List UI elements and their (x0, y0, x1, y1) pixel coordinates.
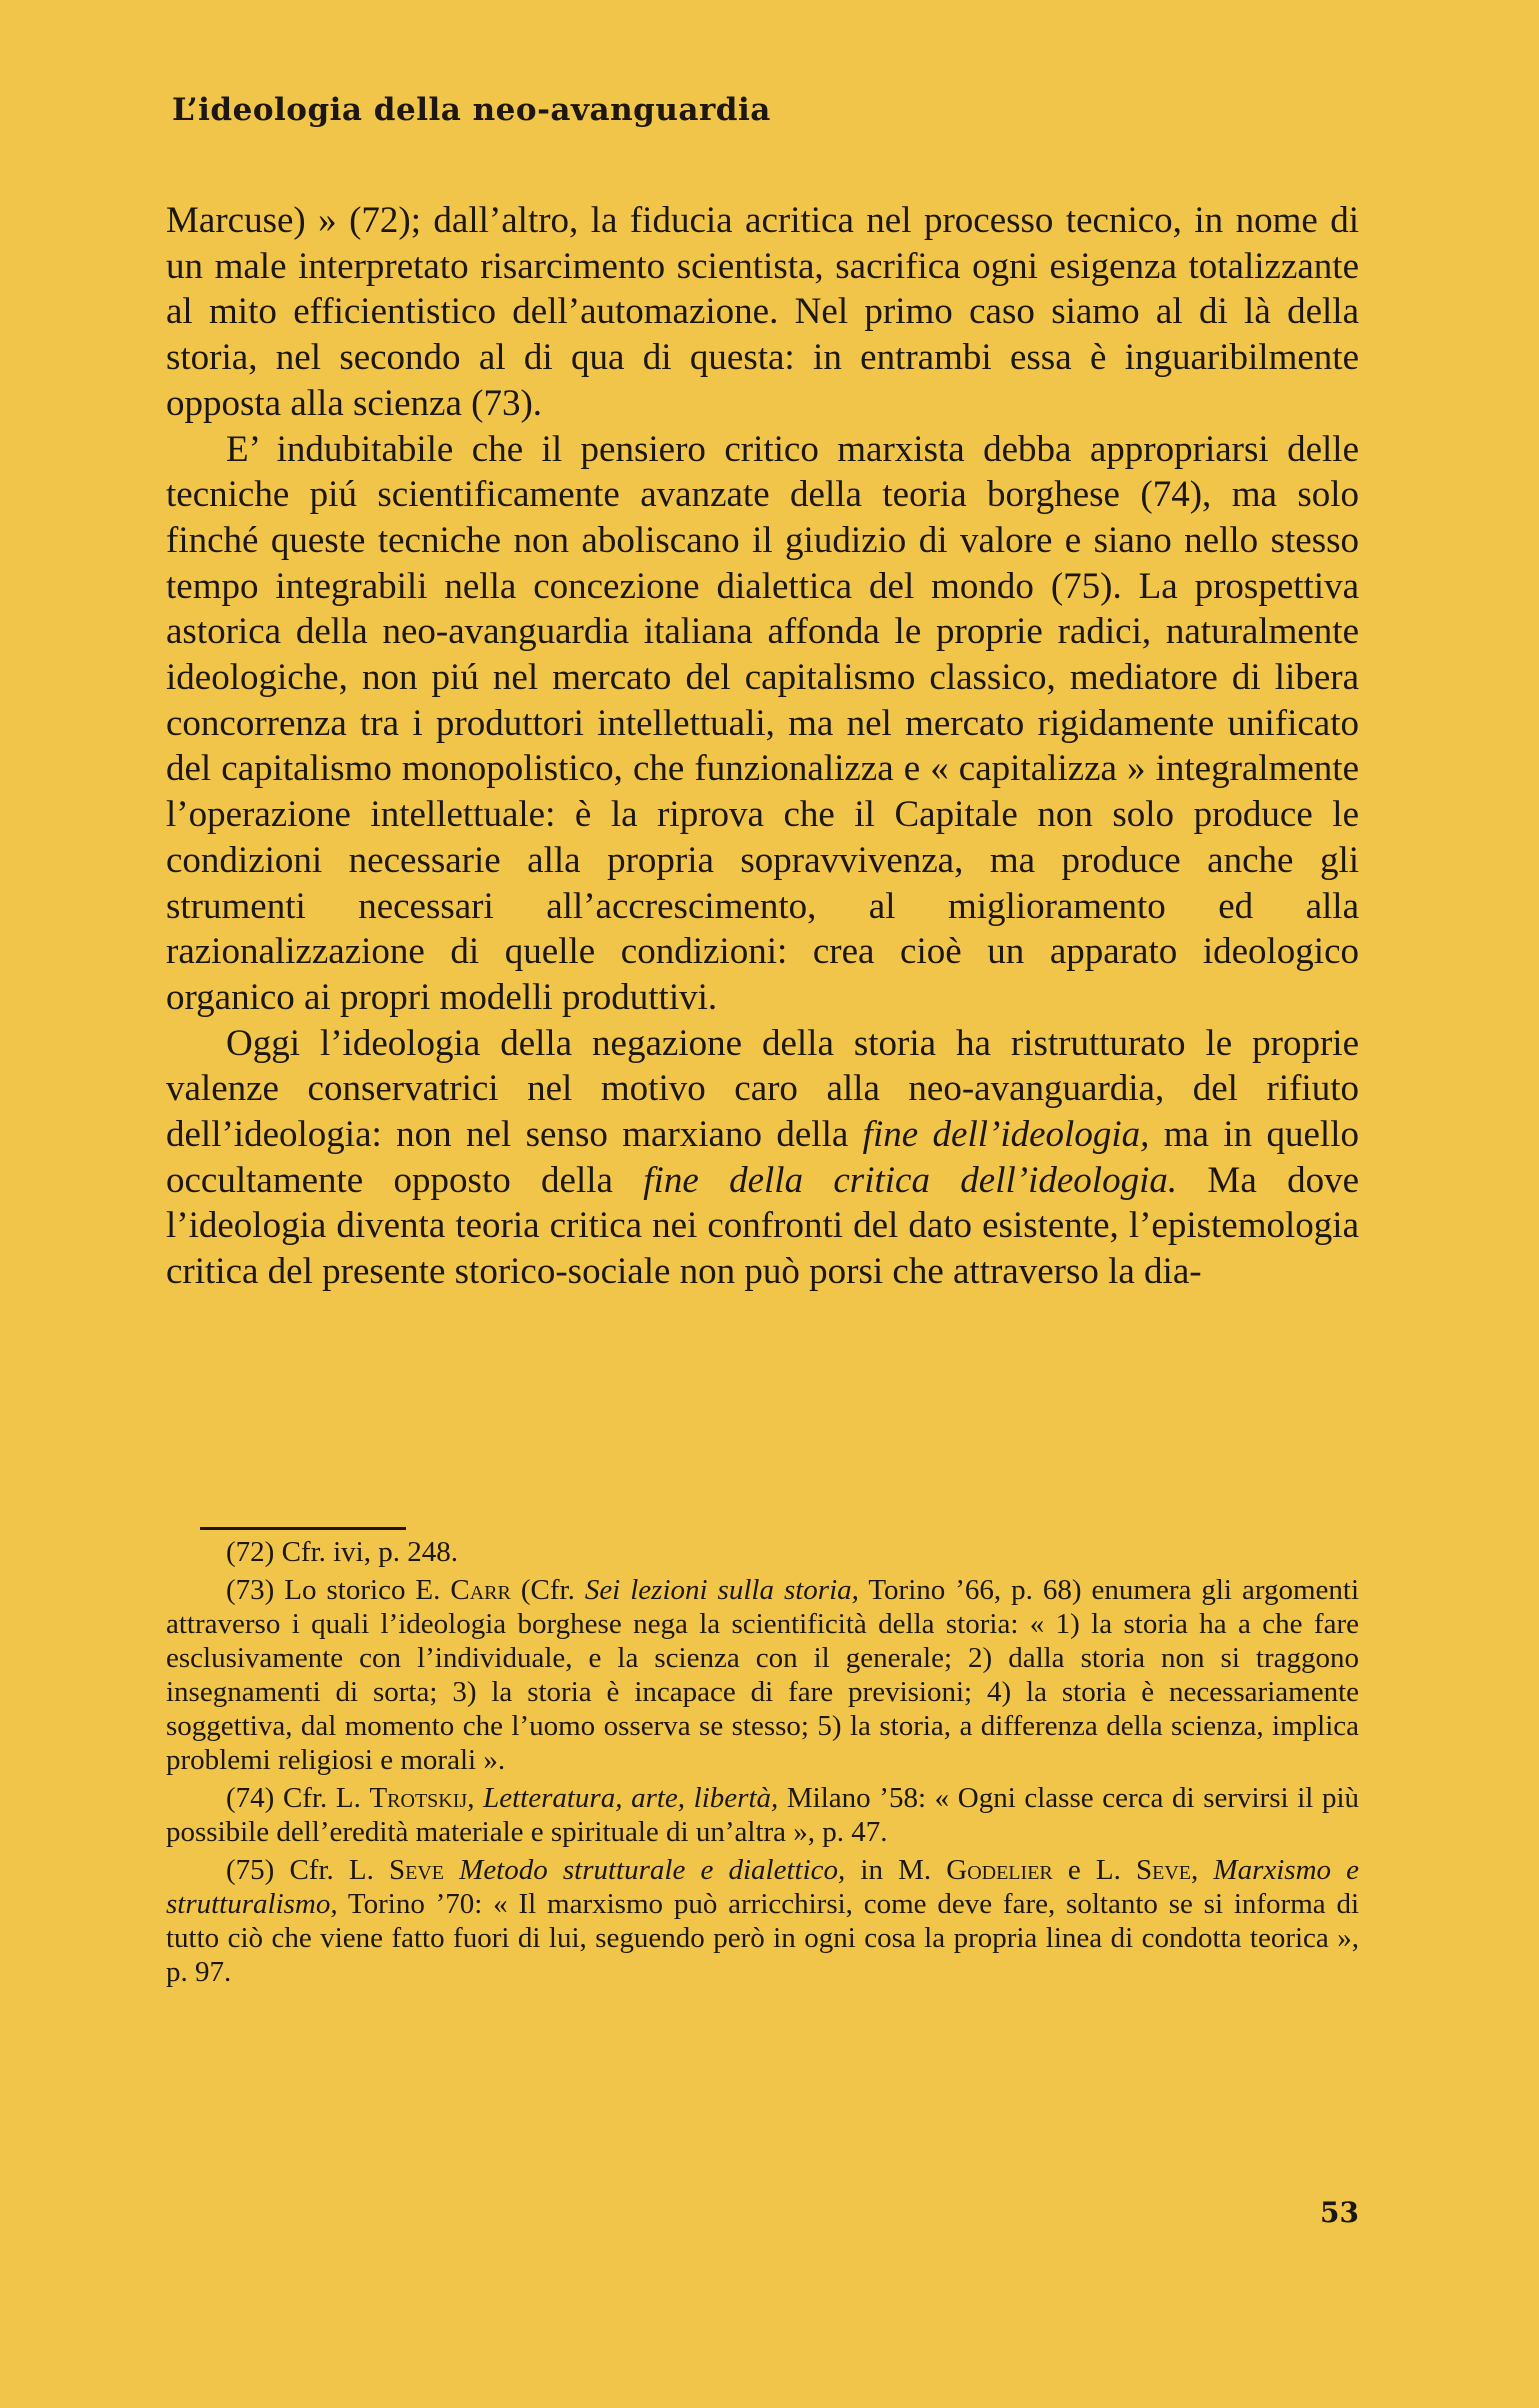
page-number: 53 (1320, 2196, 1359, 2229)
footnote-text: (75) Cfr. L. (226, 1854, 389, 1886)
footnote-text: (74) Cfr. L. (226, 1782, 370, 1814)
running-title: L’ideologia della neo-avanguardia (172, 92, 771, 128)
footnote-separator (200, 1527, 406, 1530)
author-name: Seve (389, 1854, 445, 1886)
footnote-text: Torino ’66, p. 68) enumera gli argomenti attraverso i quali l’ideologia borghese nega la scientificità della storia: « 1) la storia ha a che fare esclusivamente con l’individuale, e la scienza con il generale; 2) dalla storia non si traggono insegnamenti di sorta; 3) la storia è incapace di fare previsioni; 4) la storia è necessariamente soggettiva, dal momento che l’uomo osserva se stesso; 5) la storia, a differenza della scienza, implica problemi religiosi e morali ». (166, 1574, 1360, 1776)
paragraph-3-text: Ma dove l’ideologia diventa teoria critica nei confronti del dato esistente, l’epistemologia critica del presente storico-sociale non può porsi che attraverso la dia- (166, 1159, 1359, 1293)
author-name: Seve, (1136, 1854, 1199, 1886)
footnote-text (474, 1782, 483, 1814)
paragraph-3-text: ma in quello occultamente opposto della (166, 1114, 1359, 1201)
paragraph-3-text: Oggi l’ideologia della negazione della storia ha ristrutturato le proprie valenze conservatrici nel motivo caro alla neo-avanguardia, del rifiuto dell’ideologia: non nel senso marxiano della (166, 1022, 1359, 1156)
footnote-75 (166, 1853, 1359, 1989)
paragraph-3 (166, 1021, 1359, 1295)
footnote-text: e L. (1052, 1854, 1136, 1886)
footnote-text: (Cfr. (510, 1574, 585, 1606)
footnotes (166, 1535, 1359, 1993)
book-title: Sei lezioni sulla storia, (584, 1574, 859, 1606)
paragraph-2: E’ indubitabile che il pensiero critico marxista debba appropriarsi delle tecniche piú scientificamente avanzate della teoria borghese (74), ma solo finché queste tecniche non aboliscano il giudizio di valore e siano nello stesso tempo integrabili nella concezione dialettica del mondo (75). La prospettiva astorica della neo-avanguardia italiana affonda le proprie radici, naturalmente ideologiche, non piú nel mercato del capitalismo classico, mediatore di libera concorrenza tra i produttori intellettuali, ma nel mercato rigidamente unificato del capitalismo monopolistico, che funzionalizza e « capitalizza » integralmente l’operazione intellettuale: è la riprova che il Capitale non solo produce le condizioni necessarie alla propria sopravvivenza, ma produce anche gli strumenti necessari all’accrescimento, al miglioramento ed alla razionalizzazione di quelle condizioni: crea cioè un apparato ideologico organico ai propri modelli produttivi. (166, 428, 1359, 1018)
book-title: Letteratura, arte, libertà, (483, 1782, 779, 1814)
italic-phrase: fine dell’ideologia, (862, 1114, 1150, 1156)
footnote-text: in M. (845, 1854, 947, 1886)
footnote-text (444, 1854, 459, 1886)
footnote-text (1198, 1854, 1213, 1886)
main-text (166, 198, 1359, 1295)
footnote-text: Torino ’70: « Il marxismo può arricchirsi, come deve fare, soltanto se si informa di tutto ciò che viene fatto fuori di lui, seguendo però in ogni cosa la propria linea di condotta teorica », p. 97. (166, 1888, 1359, 1988)
book-title: Marxismo e strutturalismo, (166, 1854, 1360, 1920)
footnote-72: (72) Cfr. ivi, p. 248. (226, 1536, 458, 1568)
author-name: Trotskij, (369, 1782, 475, 1814)
italic-phrase: fine della critica dell’ideologia. (643, 1159, 1178, 1201)
footnote-73 (166, 1573, 1359, 1777)
book-title: Metodo strutturale e dialettico, (459, 1854, 846, 1886)
author-name: Godelier (946, 1854, 1053, 1886)
footnote-text: Milano ’58: « Ogni classe cerca di servirsi il più possibile dell’eredità materiale e spirituale di un’altra », p. 47. (166, 1782, 1359, 1848)
footnote-text: (73) Lo storico E. (226, 1574, 451, 1606)
paragraph-1: Marcuse) » (72); dall’altro, la fiducia acritica nel processo tecnico, in nome di un male interpretato risarcimento scientista, sacrifica ogni esigenza totalizzante al mito efficientistico dell’automazione. Nel primo caso siamo al di là della storia, nel secondo al di qua di questa: in entrambi essa è inguaribilmente opposta alla scienza (73). (166, 200, 1359, 424)
author-name: Carr (450, 1574, 511, 1606)
footnote-74 (166, 1781, 1359, 1849)
